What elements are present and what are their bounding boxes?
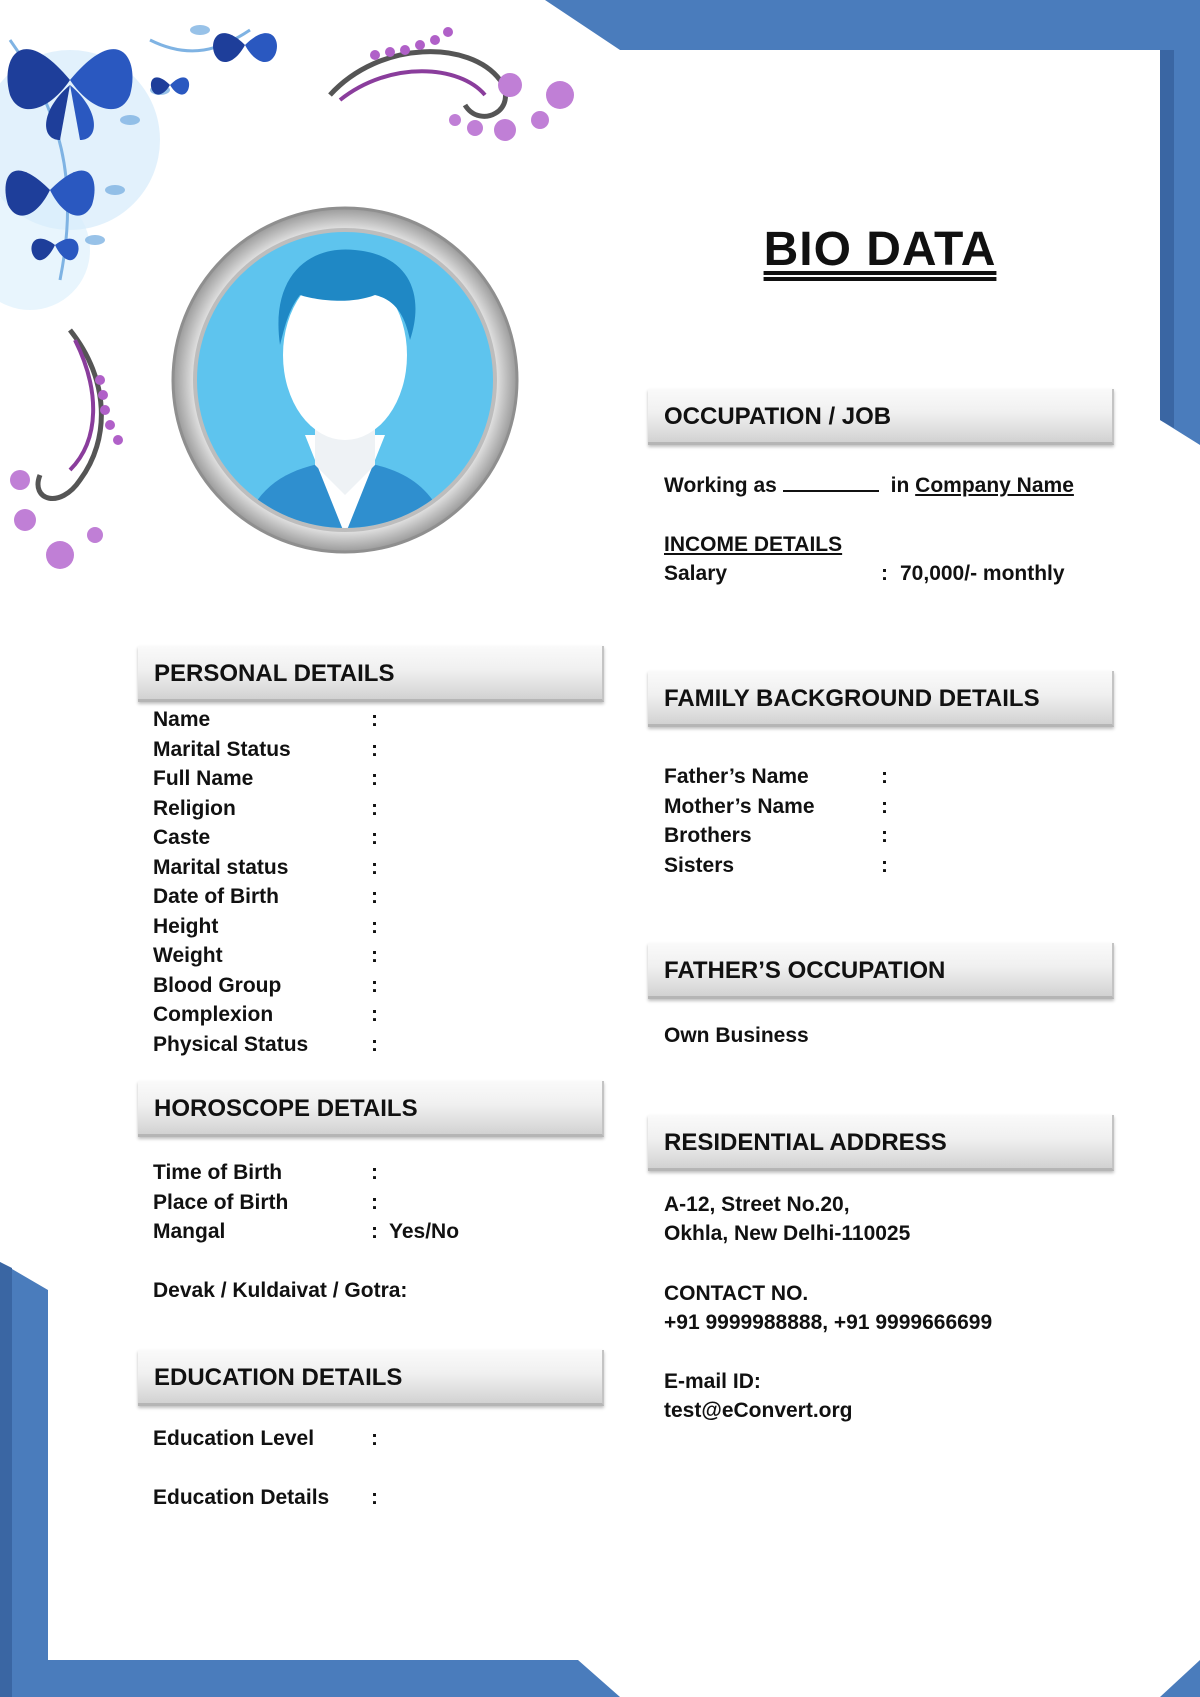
address-line-2: Okhla, New Delhi-110025	[664, 1222, 911, 1245]
section-header-horoscope: HOROSCOPE DETAILS	[138, 1081, 604, 1137]
profile-photo	[170, 205, 520, 555]
working-as-line	[664, 474, 1074, 498]
education-field-label: Education Details	[153, 1486, 330, 1509]
salary-colon: :	[881, 562, 888, 585]
family-field-colon: :	[881, 765, 888, 788]
section-header-family: FAMILY BACKGROUND DETAILS	[648, 671, 1114, 727]
personal-field-colon: :	[371, 797, 378, 820]
horoscope-field-colon: :	[371, 1161, 378, 1184]
contact-value: +91 9999988888, +91 9999666699	[664, 1311, 993, 1334]
mangal-value: Yes/No	[389, 1220, 460, 1243]
family-field-colon: :	[881, 795, 888, 818]
personal-field-label: Marital Status	[153, 738, 291, 761]
personal-field-label: Blood Group	[153, 974, 282, 997]
family-field-colon: :	[881, 854, 888, 877]
personal-field-colon: :	[371, 767, 378, 790]
address-line-1: A-12, Street No.20,	[664, 1193, 850, 1216]
personal-field-label: Religion	[153, 797, 236, 820]
personal-field-label: Height	[153, 915, 219, 938]
section-header-education: EDUCATION DETAILS	[138, 1350, 604, 1406]
family-field-label: Mother’s Name	[664, 795, 815, 818]
personal-field-colon: :	[371, 826, 378, 849]
family-field-colon: :	[881, 824, 888, 847]
swirl-decoration-top	[330, 27, 574, 141]
personal-field-label: Physical Status	[153, 1033, 309, 1056]
personal-field-colon: :	[371, 885, 378, 908]
working-as-label: Working as	[664, 474, 777, 497]
income-details-heading: INCOME DETAILS	[664, 533, 843, 556]
salary-label: Salary	[664, 562, 728, 585]
horoscope-field-colon: :	[371, 1220, 378, 1243]
email-value: test@eConvert.org	[664, 1399, 853, 1422]
butterfly-icon	[151, 77, 189, 94]
personal-field-label: Weight	[153, 944, 223, 967]
section-header-personal: PERSONAL DETAILS	[138, 646, 604, 702]
personal-field-label: Complexion	[153, 1003, 274, 1026]
horoscope-field-label: Time of Birth	[153, 1161, 283, 1184]
swirl-decoration-left	[10, 330, 123, 569]
personal-field-colon: :	[371, 915, 378, 938]
page-title: BIO DATA	[763, 223, 997, 276]
horoscope-field-label: Place of Birth	[153, 1191, 289, 1214]
frame-bottom-left-band	[0, 1262, 620, 1697]
personal-field-colon: :	[371, 974, 378, 997]
section-header-address: RESIDENTIAL ADDRESS	[648, 1115, 1114, 1171]
email-label: E-mail ID:	[664, 1370, 761, 1393]
education-field-colon: :	[371, 1486, 378, 1509]
personal-field-colon: :	[371, 1003, 378, 1026]
butterfly-icon	[213, 33, 277, 62]
personal-field-label: Marital status	[153, 856, 289, 879]
father-occupation-value: Own Business	[664, 1024, 809, 1047]
horoscope-field-label: Mangal	[153, 1220, 226, 1243]
personal-field-label: Date of Birth	[153, 885, 279, 908]
personal-field-label: Caste	[153, 826, 211, 849]
family-field-label: Father’s Name	[664, 765, 809, 788]
horoscope-field-colon: :	[371, 1191, 378, 1214]
contact-label: CONTACT NO.	[664, 1282, 809, 1305]
company-name: Company Name	[915, 474, 1074, 497]
family-field-label: Brothers	[664, 824, 752, 847]
personal-field-colon: :	[371, 738, 378, 761]
personal-field-colon: :	[371, 708, 378, 731]
section-header-occupation: OCCUPATION / JOB	[648, 389, 1114, 445]
working-as-blank	[783, 474, 879, 492]
personal-field-label: Full Name	[153, 767, 254, 790]
gotra-label: Devak / Kuldaivat / Gotra:	[153, 1279, 408, 1302]
in-label: in	[890, 474, 910, 497]
personal-field-colon: :	[371, 1033, 378, 1056]
salary-value: 70,000/- monthly	[900, 562, 1065, 585]
family-field-label: Sisters	[664, 854, 735, 877]
education-field-colon: :	[371, 1427, 378, 1450]
personal-field-label: Name	[153, 708, 211, 731]
personal-field-colon: :	[371, 856, 378, 879]
personal-field-colon: :	[371, 944, 378, 967]
section-header-father-occupation: FATHER’S OCCUPATION	[648, 943, 1114, 999]
education-field-label: Education Level	[153, 1427, 315, 1450]
